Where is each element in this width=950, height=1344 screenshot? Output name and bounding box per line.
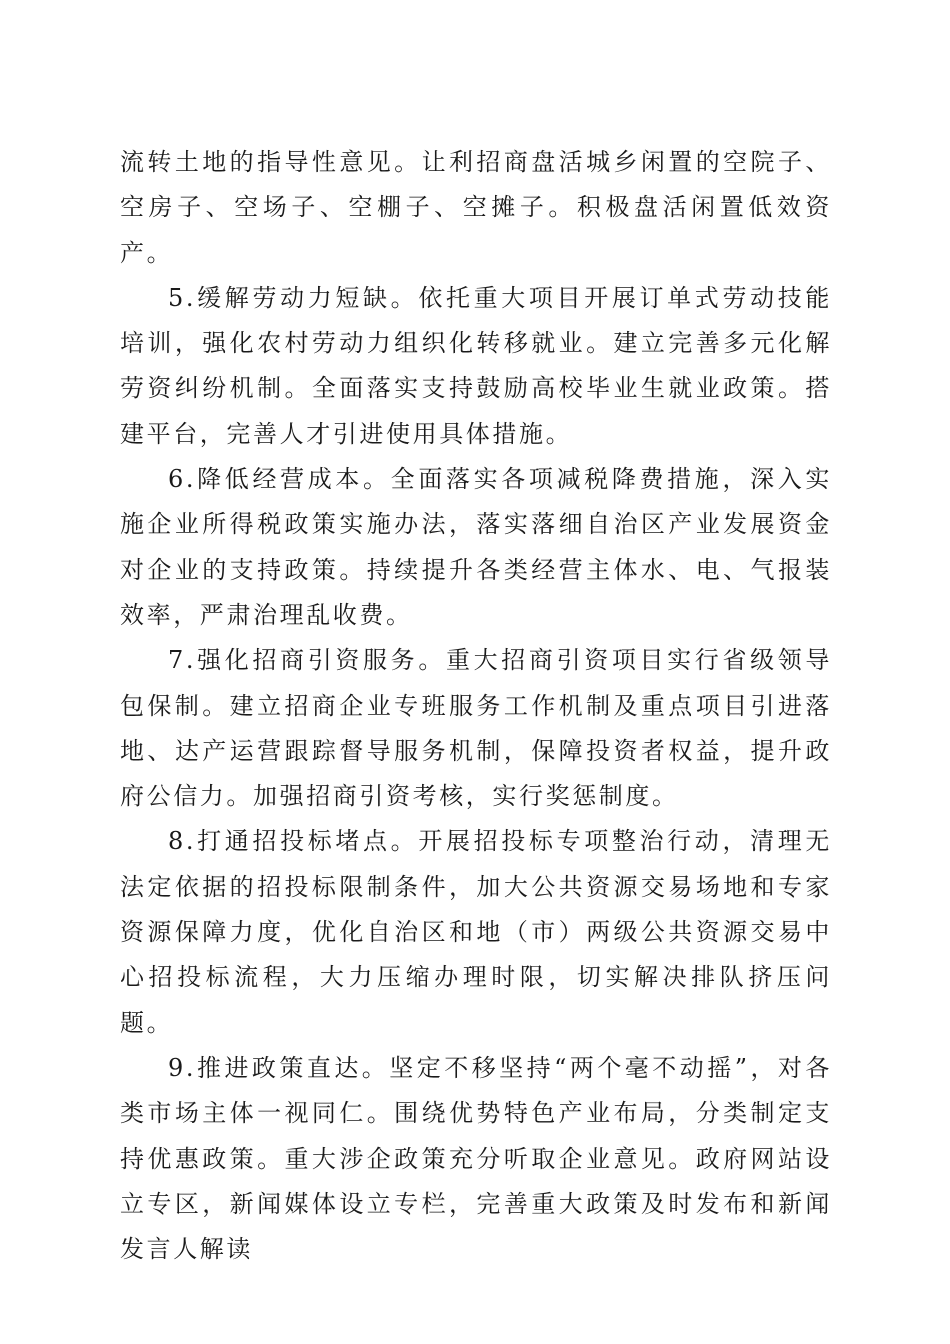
- paragraph-labor-shortage: 5.缓解劳动力短缺。依托重大项目开展订单式劳动技能培训，强化农村劳动力组织化转移就业。建立完善多元化解劳资纠纷机制。全面落实支持鼓励高校毕业生就业政策。搭建平台，完善人才引进使用具体措施。: [120, 283, 832, 448]
- paragraph-policy-delivery: 9.推进政策直达。坚定不移坚持“两个毫不动摇”，对各类市场主体一视同仁。围绕优势特色产业布局，分类制定支持优惠政策。重大涉企政策充分听取企业意见。政府网站设立专区，新闻媒体设立专栏，完善重大政策及时发布和新闻发言人解读: [120, 1053, 832, 1264]
- paragraph-investment-services: 7.强化招商引资服务。重大招商引资项目实行省级领导包保制。建立招商企业专班服务工作机制及重点项目引进落地、达产运营跟踪督导服务机制，保障投资者权益，提升政府公信力。加强招商引资考核，实行奖惩制度。: [120, 646, 832, 811]
- paragraph-land-transfer: 流转土地的指导性意见。让利招商盘活城乡闲置的空院子、空房子、空场子、空棚子、空摊子。积极盘活闲置低效资产。: [120, 148, 832, 267]
- paragraph-bidding: 8.打通招投标堵点。开展招投标专项整治行动，清理无法定依据的招投标限制条件，加大公共资源交易场地和专家资源保障力度，优化自治区和地（市）两级公共资源交易中心招投标流程，大力压缩办理时限，切实解决排队挤压问题。: [120, 827, 832, 1037]
- document-page: [120, 140, 832, 1272]
- paragraph-operating-costs: 6.降低经营成本。全面落实各项减税降费措施，深入实施企业所得税政策实施办法，落实落细自治区产业发展资金对企业的支持政策。持续提升各类经营主体水、电、气报装效率，严肃治理乱收费。: [120, 465, 832, 629]
